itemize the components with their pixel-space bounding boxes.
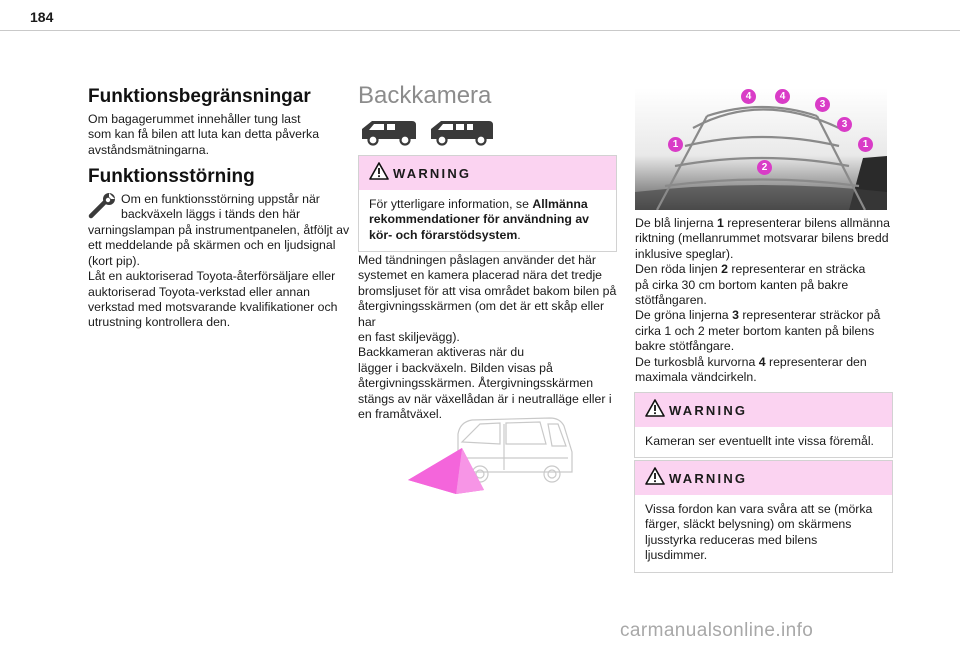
text-line: Om bagagerummet innehåller tung last — [88, 112, 301, 126]
text-line: stötfångaren. — [635, 293, 707, 308]
line-number: 2 — [721, 262, 728, 277]
short-van-icon — [358, 117, 420, 147]
text-line: maximala vändcirkeln. — [635, 370, 757, 385]
text-line — [635, 216, 900, 231]
reference-bold: Allmänna — [532, 197, 588, 211]
text-line: färger, släckt belysning) om skärmens — [645, 517, 852, 532]
callout-3: 3 — [837, 117, 852, 132]
text-line — [635, 308, 900, 323]
text-line: bakre stötfångare. — [635, 339, 735, 354]
text-line: stängs av när växellådan är i neutralläge eller i — [358, 391, 612, 406]
text-run: representerar bilens allmänna — [723, 216, 890, 230]
paragraph-lines — [635, 216, 900, 385]
text-line: Kameran ser eventuellt inte vissa föremål. — [645, 434, 874, 448]
line-number: 3 — [732, 308, 739, 323]
text-run: representerar sträckor på — [738, 308, 881, 323]
text-line: Om en funktionsstörning uppstår när — [121, 192, 320, 206]
page-number: 184 — [30, 9, 54, 25]
paragraph-fault — [88, 223, 350, 331]
text-run: Den röda linjen — [635, 262, 722, 277]
text-run: representerar en sträcka — [727, 262, 866, 277]
text-line: ljusstyrka reduceras med bilens ljusdimmer. — [645, 532, 818, 563]
line-number: 4 — [758, 354, 766, 369]
line-number: 1 — [717, 216, 724, 230]
top-rule — [0, 30, 960, 31]
van-camera-view-illustration — [400, 412, 580, 508]
text-run: De turkosblå kurvorna — [635, 354, 759, 369]
warning-label: WARNING — [393, 166, 472, 181]
callout-4: 4 — [741, 89, 756, 104]
text-line: ett meddelande på skärmen och en ljudsignal — [88, 238, 336, 253]
callout-3: 3 — [815, 97, 830, 112]
text-line — [635, 262, 900, 277]
warning-header — [359, 156, 616, 190]
text-line: verkstad med motsvarande kvalifikationer och — [88, 300, 338, 315]
text-line: utrustning kontrollera den. — [88, 315, 231, 330]
text-line: lägger i backväxeln. Bilden visas på — [358, 360, 553, 375]
text-run: För ytterligare information, se — [369, 197, 533, 211]
warning-triangle-icon — [645, 467, 665, 485]
text-line: backväxeln läggs i tänds den här — [121, 207, 301, 222]
warning-box-general — [358, 155, 617, 252]
warning-label: WARNING — [669, 471, 748, 486]
section-title: Backkamera — [358, 82, 492, 109]
text-run: . — [517, 227, 521, 242]
warning-label: WARNING — [669, 403, 748, 418]
callout-1: 1 — [668, 137, 683, 152]
text-line: Med tändningen påslagen använder det här — [358, 253, 596, 267]
heading-funktionsstorning: Funktionsstörning — [88, 166, 255, 187]
text-line: cirka 1 och 2 meter bortom kanten på bilens — [635, 323, 875, 338]
text-line: systemet en kamera placerad nära det tredje — [358, 268, 603, 283]
callout-1: 1 — [858, 137, 873, 152]
warning-header — [635, 393, 892, 427]
text-line — [635, 355, 900, 370]
wrench-icon — [88, 193, 118, 219]
text-line: bromsljuset för att visa området bakom bilen på — [358, 283, 617, 298]
callout-2: 2 — [757, 160, 772, 175]
warning-text — [635, 495, 892, 572]
watermark: carmanualsonline.info — [620, 620, 814, 641]
text-line: inklusive speglar). — [635, 246, 734, 261]
paragraph-fault-wrap — [121, 192, 351, 223]
paragraph-limitations — [88, 112, 348, 158]
text-line: en fast skiljevägg). — [358, 330, 460, 345]
text-line: avståndsmätningarna. — [88, 142, 209, 157]
text-line: återgivningsskärmen. Återgivningsskärmen — [358, 376, 594, 391]
warning-box-objects — [634, 392, 893, 458]
warning-box-dark-vehicles — [634, 460, 893, 573]
reference-bold: rekommendationer för användning av — [369, 212, 590, 227]
warning-text — [359, 190, 616, 251]
paragraph-camera — [358, 253, 623, 422]
text-run: De gröna linjerna — [635, 308, 733, 323]
warning-triangle-icon — [645, 399, 665, 417]
text-line: på cirka 30 cm bortom kanten på bakre — [635, 277, 849, 292]
warning-text — [635, 427, 892, 457]
text-line: som kan få bilen att luta kan detta påverka — [88, 127, 320, 142]
text-line: Låt en auktoriserad Toyota-återförsäljare eller — [88, 269, 336, 284]
text-run: representerar den — [765, 354, 867, 369]
text-line: (kort pip). — [88, 253, 140, 268]
text-line: riktning (mellanrummet motsvarar bilens bredd — [635, 231, 889, 246]
text-line: Backkameran aktiveras när du — [358, 345, 525, 360]
text-line: varningslampan på instrumentpanelen, åtföljt av — [88, 223, 350, 237]
warning-triangle-icon — [369, 162, 389, 180]
text-line: Vissa fordon kan vara svåra att se (mörka — [645, 502, 873, 516]
text-line: auktoriserad Toyota-verkstad eller annan — [88, 284, 310, 299]
heading-funktionsbegransningar: Funktionsbegränsningar — [88, 86, 311, 107]
callout-4: 4 — [775, 89, 790, 104]
long-van-icon — [428, 117, 496, 147]
reference-bold: kör- och förarstödsystem — [369, 227, 518, 242]
text-line: en framåtväxel. — [358, 407, 443, 422]
warning-header — [635, 461, 892, 495]
text-run: De blå linjerna — [635, 216, 718, 230]
text-line: återgivningsskärmen (om det är ett skåp eller har — [358, 299, 605, 329]
